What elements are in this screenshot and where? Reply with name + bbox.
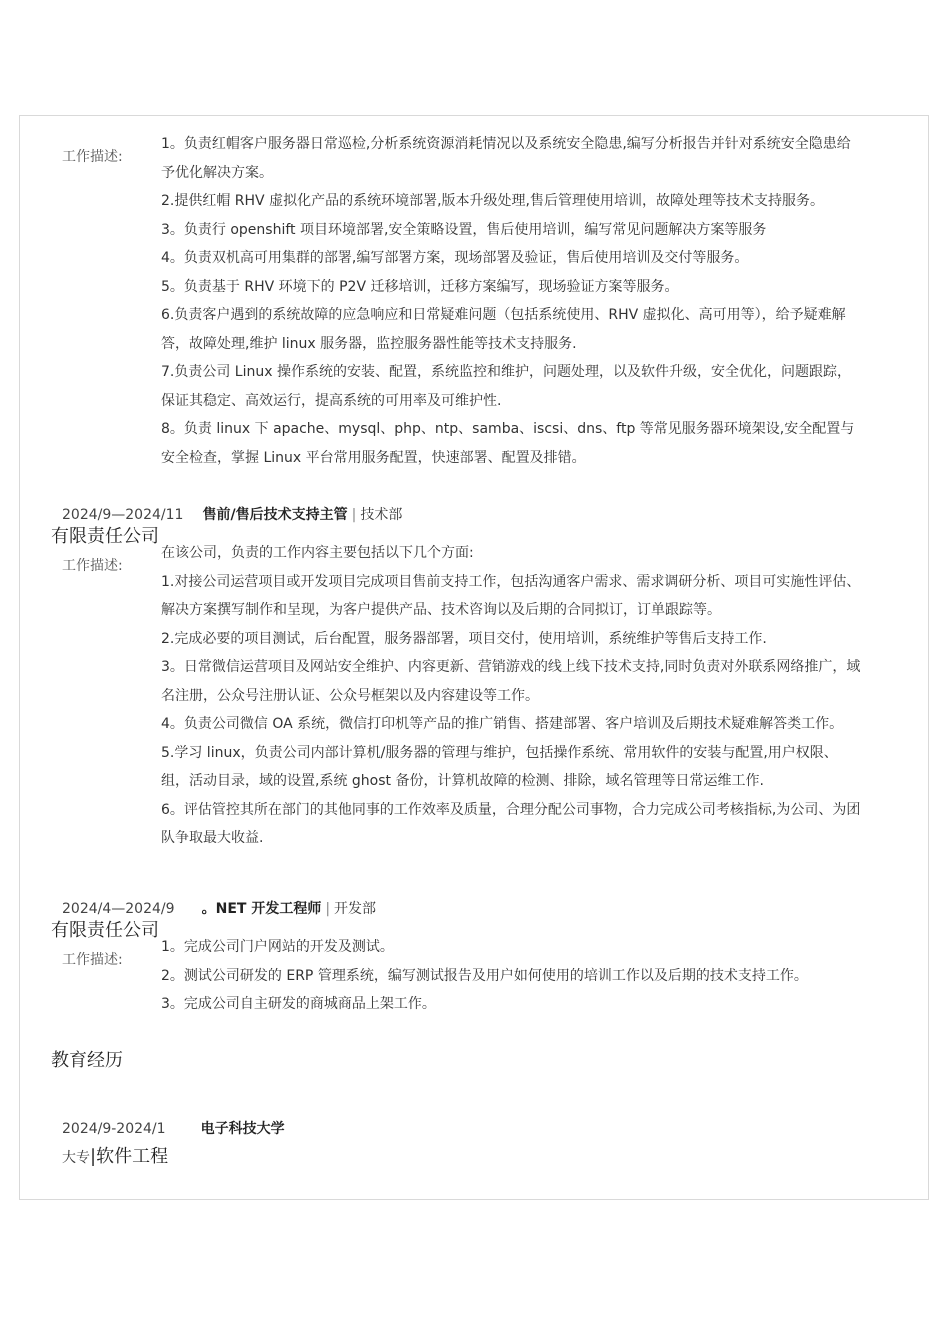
education-section-title: 教育经历 [51,1050,123,1071]
job2-item: 6。评估管控其所在部门的其他同事的工作效率及质量，合理分配公司事物，合力完成公司考核指标,为公司、为团队争取最大收益. [161,801,861,846]
job3-desc-label: 工作描述: [62,952,123,968]
education-separator: | [90,1146,97,1167]
job2-item: 5.学习 linux，负责公司内部计算机/服务器的管理与维护，包括操作系统、常用软件的安装与配置,用户权限、组，活动目录，域的设置,系统 ghost 备份，计算机故障的检测、排除，域名管理等日常运维工作. [161,744,838,789]
job2-period: 2024/9—2024/11 [62,507,184,523]
job3-period: 2024/4—2024/9 [62,901,175,917]
job2-item: 2.完成必要的项目测试，后台配置，服务器部署，项目交付，使用培训，系统维护等售后支持工作. [161,630,767,647]
job1-desc-label: 工作描述: [62,149,123,165]
job2-separator: | [351,507,357,523]
job1-item: 8。负责 linux 下 apache、mysql、php、ntp、samba、iscsi、dns、ftp 等常见服务器环境架设,安全配置与安全检查，掌握 Linux 平台常用服务配置，快速部署、配置及排错。 [161,421,855,466]
education-header [62,1118,285,1138]
job2-header [62,504,402,524]
job2-item: 1.对接公司运营项目或开发项目完成项目售前支持工作，包括沟通客户需求、需求调研分析、项目可实施性评估、解决方案撰写制作和呈现，为客户提供产品、技术咨询以及后期的合同拟订，订单跟踪等。 [161,573,861,618]
job1-description [161,130,861,472]
job3-header [62,898,376,918]
job2-company: 有限责任公司 [51,526,159,547]
education-school: 电子科技大学 [200,1121,285,1137]
education-degree: 大专 [62,1150,90,1166]
education-major: 软件工程 [96,1146,169,1167]
job1-item: 2.提供红帽 RHV 虚拟化产品的系统环境部署,版本升级处理,售后管理使用培训，故障处理等技术支持服务。 [161,193,824,209]
job3-title: 。NET 开发工程师 [201,901,322,917]
job2-title: 售前/售后技术支持主管 [202,507,348,523]
job3-company: 有限责任公司 [51,920,159,941]
job1-item: 1。负责红帽客户服务器日常巡检,分析系统资源消耗情况以及系统安全隐患,编写分析报告并针对系统安全隐患给予优化解决方案。 [161,136,851,181]
job3-description [161,933,861,1019]
job1-item: 6.负责客户遇到的系统故障的应急响应和日常疑难问题（包括系统使用、RHV 虚拟化、高可用等），给予疑难解答，故障处理,维护 linux 服务器，监控服务器性能等技术支持服务. [161,307,846,352]
job2-desc-label: 工作描述: [62,558,123,574]
job2-item: 3。日常微信运营项目及网站安全维护、内容更新、营销游戏的线上线下技术支持,同时负责对外联系网络推广，域名注册，公众号注册认证、公众号框架以及内容建设等工作。 [161,659,861,704]
job3-dept: 开发部 [334,901,377,917]
job1-item: 4。负责双机高可用集群的部署,编写部署方案，现场部署及验证，售后使用培训及交付等服务。 [161,250,749,266]
education-degree-line [62,1142,168,1168]
education-period: 2024/9-2024/1 [62,1121,166,1137]
job1-item: 3。负责行 openshift 项目环境部署,安全策略设置，售后使用培训，编写常见问题解决方案等服务 [161,221,767,238]
job2-description [161,539,861,853]
job2-item: 4。负责公司微信 OA 系统，微信打印机等产品的推广销售、搭建部署、客户培训及后期技术疑难解答类工作。 [161,716,844,732]
job3-separator: | [325,901,331,917]
job2-item: 在该公司，负责的工作内容主要包括以下几个方面: [161,545,474,561]
job1-item: 7.负责公司 Linux 操作系统的安装、配置，系统监控和维护，问题处理，以及软件升级，安全优化，问题跟踪，保证其稳定、高效运行，提高系统的可用率及可维护性. [161,364,851,409]
job3-item: 3。完成公司自主研发的商城商品上架工作。 [161,996,436,1012]
job3-item: 2。测试公司研发的 ERP 管理系统，编写测试报告及用户如何使用的培训工作以及后期的技术支持工作。 [161,967,808,984]
job3-item: 1。完成公司门户网站的开发及测试。 [161,939,394,955]
job2-dept: 技术部 [360,507,403,523]
job1-item: 5。负责基于 RHV 环境下的 P2V 迁移培训，迁移方案编写，现场验证方案等服务。 [161,278,679,295]
